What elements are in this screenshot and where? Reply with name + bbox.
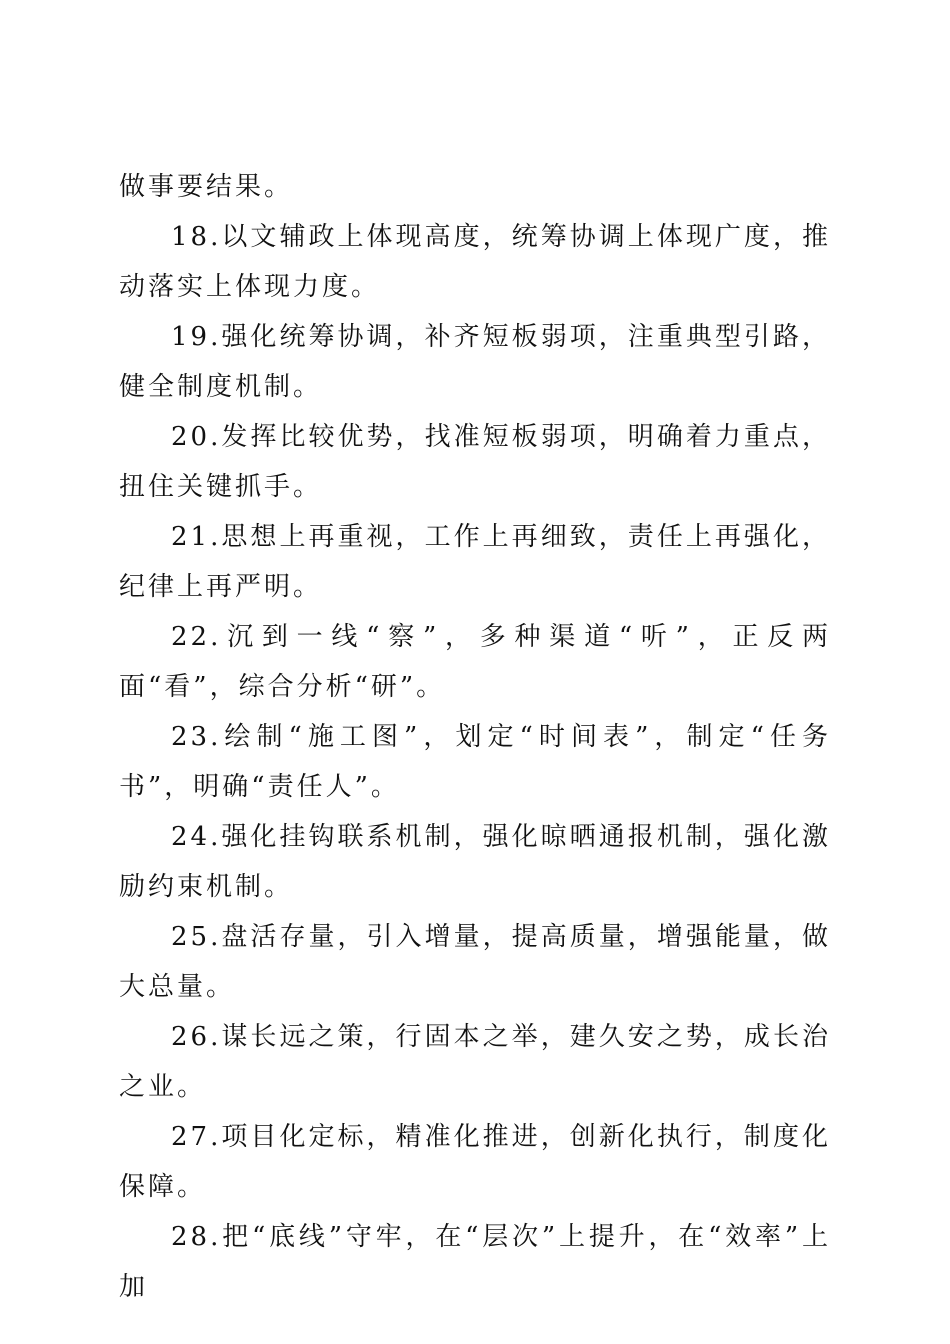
paragraph-item-24: 24.强化挂钩联系机制，强化晾晒通报机制，强化激励约束机制。 <box>119 822 831 902</box>
paragraph-item-18: 18.以文辅政上体现高度，统筹协调上体现广度，推动落实上体现力度。 <box>119 222 831 302</box>
paragraph-item-27: 27.项目化定标，精准化推进，创新化执行，制度化保障。 <box>119 1122 831 1202</box>
paragraph-item-19: 19.强化统筹协调，补齐短板弱项，注重典型引路，健全制度机制。 <box>119 322 831 402</box>
paragraph-item-26: 26.谋长远之策，行固本之举，建久安之势，成长治之业。 <box>119 1022 831 1102</box>
document-body <box>119 162 831 1312</box>
paragraph-item-23: 23.绘制“施工图”，划定“时间表”，制定“任务书”，明确“责任人”。 <box>119 722 831 802</box>
paragraph-continuation: 做事要结果。 <box>119 172 294 202</box>
paragraph-item-21: 21.思想上再重视，工作上再细致，责任上再强化，纪律上再严明。 <box>119 522 831 602</box>
paragraph-item-28: 28.把“底线”守牢，在“层次”上提升，在“效率”上加 <box>119 1222 831 1302</box>
paragraph-item-22: 22.沉到一线“察”，多种渠道“听”，正反两面“看”，综合分析“研”。 <box>119 622 831 702</box>
paragraph-item-25: 25.盘活存量，引入增量，提高质量，增强能量，做大总量。 <box>119 922 831 1002</box>
paragraph-item-20: 20.发挥比较优势，找准短板弱项，明确着力重点，扭住关键抓手。 <box>119 422 831 502</box>
